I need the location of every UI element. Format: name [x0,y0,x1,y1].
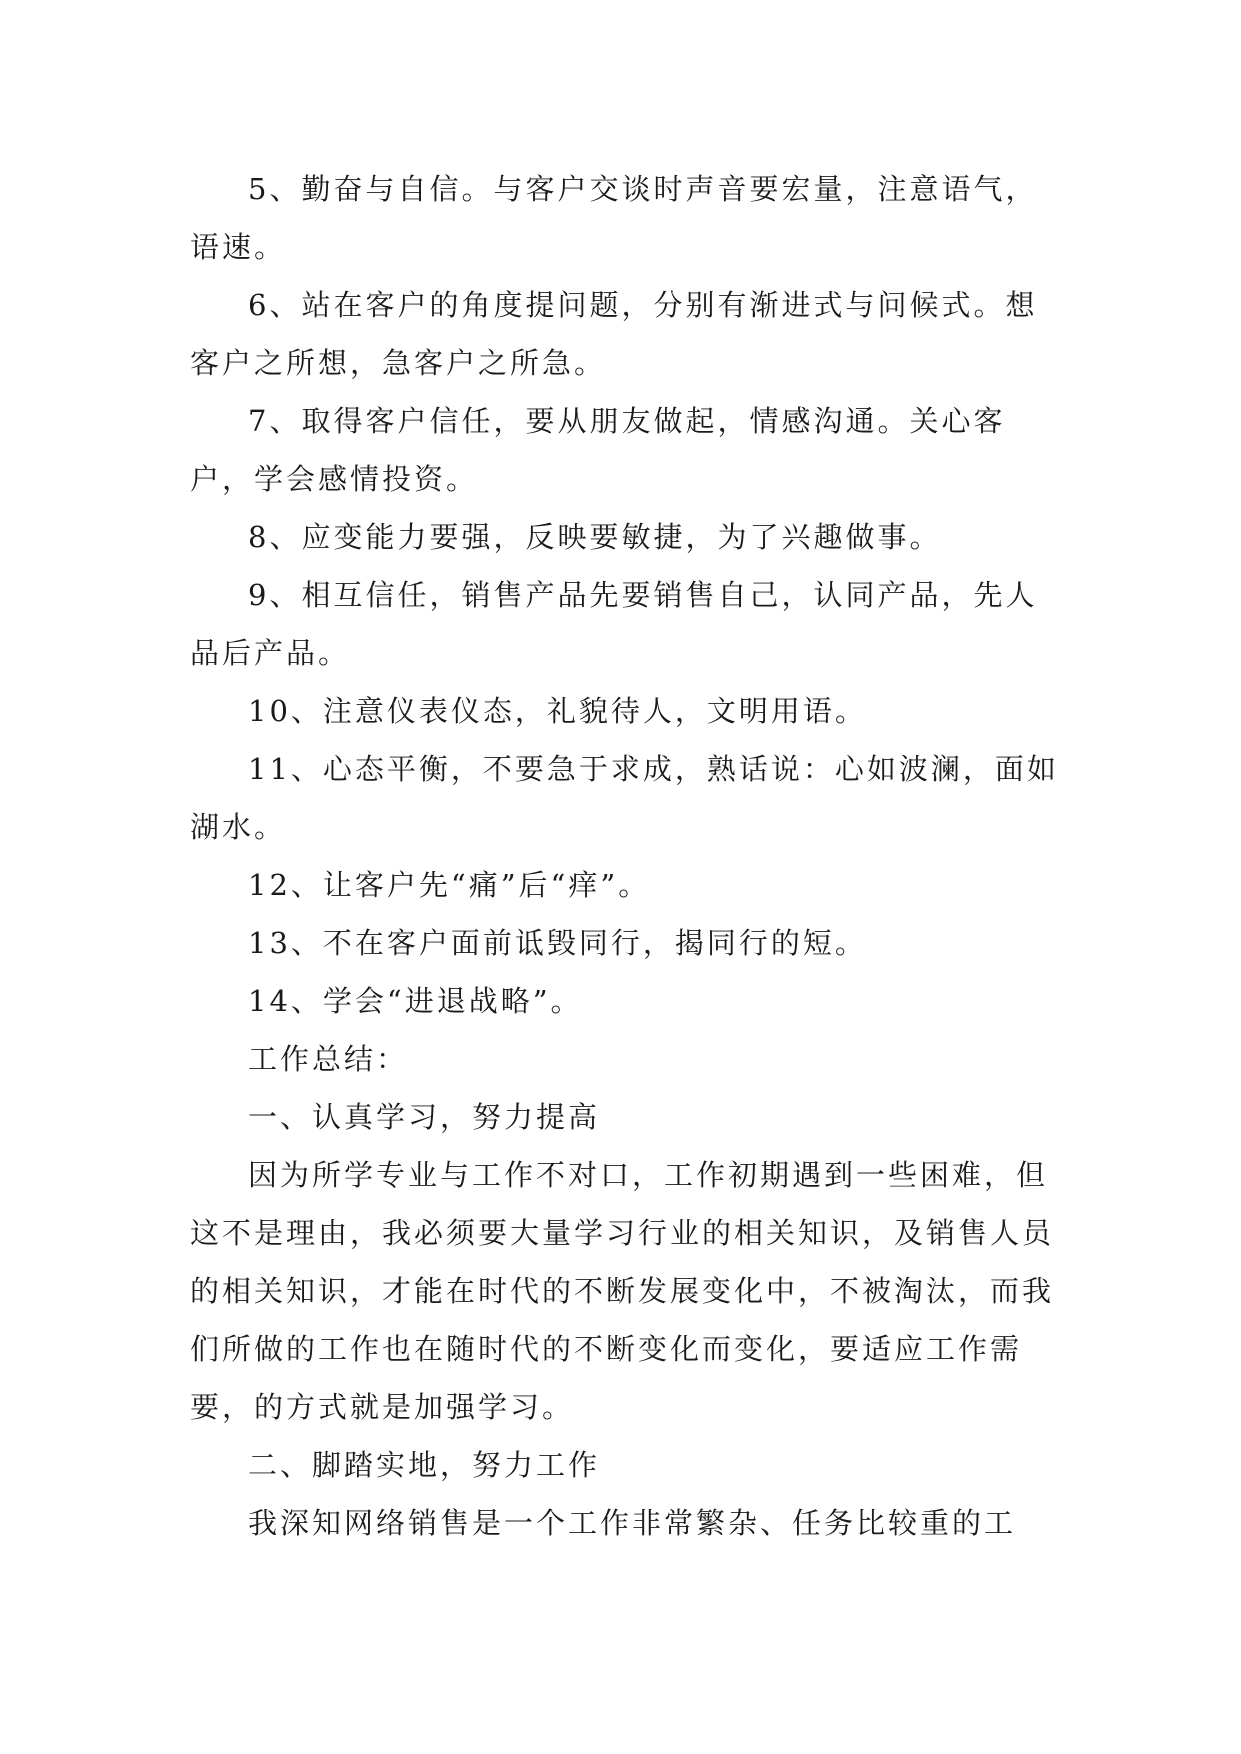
paragraph-tip-7: 7、取得客户信任，要从朋友做起，情感沟通。关心客户，学会感情投资。 [190,404,1006,496]
paragraph-study: 因为所学专业与工作不对口，工作初期遇到一些困难，但这不是理由，我必须要大量学习行业的相关知识，及销售人员的相关知识，才能在时代的不断发展变化中，不被淘汰，而我们所做的工作也在随时代的不断变化而变化，要适应工作需要，的方式就是加强学习。 [190,1158,1055,1424]
paragraph-tip-10: 10、注意仪表仪态，礼貌待人，文明用语。 [248,694,867,728]
paragraph-tip-5: 5、勤奋与自信。与客户交谈时声音要宏量，注意语气，语速。 [190,172,1038,264]
section-heading-study: 一、认真学习，努力提高 [248,1100,601,1134]
paragraph-tip-13: 13、不在客户面前诋毁同行，揭同行的短。 [248,926,867,960]
section-heading-work: 二、脚踏实地，努力工作 [248,1448,601,1482]
paragraph-tip-6: 6、站在客户的角度提问题，分别有渐进式与问候式。想客户之所想，急客户之所急。 [190,288,1038,380]
document-body [190,160,1065,1552]
paragraph-tip-9: 9、相互信任，销售产品先要销售自己，认同产品，先人品后产品。 [190,578,1038,670]
paragraph-tip-12: 12、让客户先“痛”后“痒”。 [248,868,651,902]
paragraph-tip-11: 11、心态平衡，不要急于求成，熟话说：心如波澜，面如湖水。 [190,752,1059,844]
paragraph-work: 我深知网络销售是一个工作非常繁杂、任务比较重的工 [248,1506,1017,1540]
paragraph-tip-8: 8、应变能力要强，反映要敏捷，为了兴趣做事。 [248,520,942,554]
paragraph-tip-14: 14、学会“进退战略”。 [248,984,583,1018]
section-heading-summary: 工作总结： [248,1042,409,1076]
